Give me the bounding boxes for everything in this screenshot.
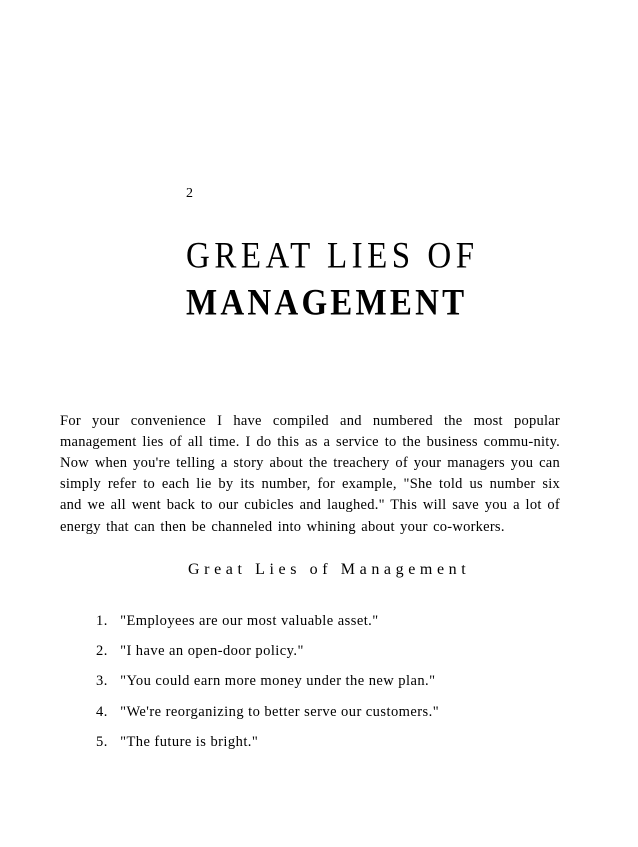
list-item-number: 1.	[96, 613, 108, 629]
list-item-text: "The future is bright."	[120, 733, 259, 750]
chapter-title-line-1: GREAT LIES OF	[186, 236, 479, 277]
section-heading: Great Lies of Management	[188, 561, 471, 578]
list-item	[96, 643, 439, 673]
lies-list	[96, 613, 439, 764]
intro-paragraph: For your convenience I have compiled and numbered the most popular management lies of all time. I do this as a service to the business commu-nity. Now when you're telling a story about the treachery of your managers you can simply refer to each lie by its number, for example, "She told us number six and we all went back to our cubicles and laughed." This will save you a lot of energy that can then be channeled into whining about your co-workers.	[60, 412, 560, 535]
list-item	[96, 704, 439, 734]
chapter-number: 2	[186, 186, 193, 201]
list-item-number: 3.	[96, 673, 108, 690]
list-item	[96, 734, 439, 764]
list-item-number: 5.	[96, 733, 108, 750]
list-item-text: "You could earn more money under the new plan."	[120, 673, 436, 690]
list-item-number: 2.	[96, 643, 108, 660]
chapter-title-line-2: MANAGEMENT	[186, 283, 468, 324]
list-item-text: "I have an open-door policy."	[120, 643, 304, 660]
list-item	[96, 673, 439, 703]
list-item-number: 4.	[96, 703, 108, 720]
list-item-text: "Employees are our most valuable asset."	[120, 613, 379, 629]
list-item	[96, 613, 439, 643]
list-item-text: "We're reorganizing to better serve our customers."	[120, 703, 440, 720]
